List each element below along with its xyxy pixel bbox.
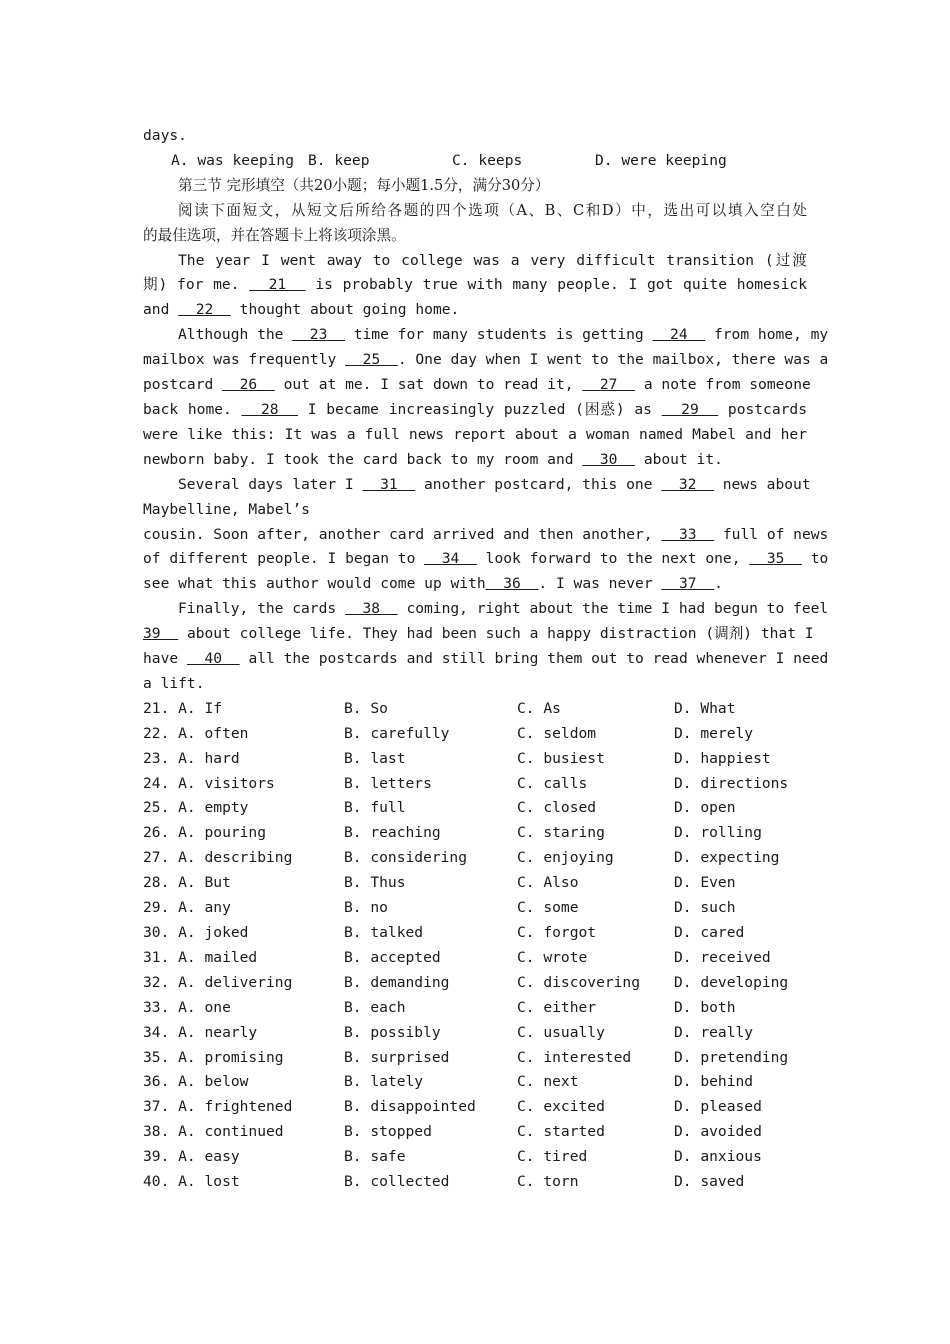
option-a: 35. A. promising <box>143 1048 284 1066</box>
option-c: C. interested <box>517 1048 632 1066</box>
option-b: B. stopped <box>344 1123 432 1141</box>
passage-text: about college life. They had been such a happy distraction (调剂) that I <box>178 625 814 643</box>
blank-32: 32 <box>661 475 714 493</box>
passage-text: of different people. I began to <box>143 550 425 568</box>
option-d: D. were keeping <box>595 151 727 169</box>
blank-29: 29 <box>661 400 719 418</box>
option-c: C. busiest <box>517 749 605 767</box>
question-40 <box>143 1170 807 1195</box>
blank-23: 23 <box>292 326 345 344</box>
option-b: B. demanding <box>344 973 450 991</box>
question-21 <box>143 697 807 722</box>
option-c: C. torn <box>517 1173 579 1191</box>
option-a: 34. A. nearly <box>143 1023 258 1041</box>
question-24 <box>143 772 807 797</box>
question-26 <box>143 821 807 846</box>
option-a: 37. A. frightened <box>143 1098 293 1116</box>
option-b: B. accepted <box>344 948 441 966</box>
option-b: B. keep <box>308 151 370 169</box>
passage-text: about it. <box>635 450 723 468</box>
option-a: 39. A. easy <box>143 1148 240 1166</box>
option-a: 30. A. joked <box>143 924 249 941</box>
passage-text: Finally, the cards <box>178 600 345 618</box>
option-c: C. either <box>517 998 597 1016</box>
option-c: C. discovering <box>517 973 641 991</box>
option-c: C. enjoying <box>517 849 614 867</box>
passage-text: another postcard, this one <box>415 475 662 493</box>
option-d: D. merely <box>674 724 754 742</box>
passage-text: and <box>143 301 179 319</box>
blank-39: 39 <box>143 625 179 643</box>
instructions-line-2: 的最佳选项，并在答题卡上将该项涂黑。 <box>143 226 406 244</box>
option-d: D. really <box>674 1023 754 1041</box>
passage-text: . <box>714 575 723 593</box>
previous-question-tail: days. <box>143 127 187 144</box>
blank-34: 34 <box>424 550 477 568</box>
question-36 <box>143 1070 807 1095</box>
option-c: C. some <box>517 899 579 917</box>
option-b: B. full <box>344 799 406 817</box>
passage-text: time for many students is getting <box>344 326 653 344</box>
passage-line <box>143 323 829 348</box>
option-b: B. disappointed <box>344 1098 476 1116</box>
passage-text: The year I went away to college was a very difficult transition (过渡 <box>178 251 807 269</box>
passage-text: 期) for me. <box>143 276 250 294</box>
option-c: C. Also <box>517 874 579 892</box>
option-b: B. So <box>344 699 388 717</box>
option-a: 32. A. delivering <box>143 973 293 991</box>
passage-line <box>143 398 807 423</box>
option-b: B. last <box>344 749 406 767</box>
option-a: 21. A. If <box>143 699 223 717</box>
passage-text: see what this author would come up with <box>143 575 486 593</box>
option-d: D. avoided <box>674 1123 762 1141</box>
option-a: 28. A. But <box>143 874 231 892</box>
option-d: D. such <box>674 899 736 917</box>
cloze-passage <box>143 249 829 697</box>
option-b: B. lately <box>344 1073 424 1091</box>
option-c: C. wrote <box>517 948 588 966</box>
section-title: 第三节 完形填空（共20小题；每小题1.5分，满分30分） <box>178 176 550 194</box>
passage-line <box>143 622 814 647</box>
passage-line <box>143 498 807 523</box>
passage-text: newborn baby. I took the card back to my room and <box>143 450 583 468</box>
option-b: B. possibly <box>344 1023 441 1041</box>
passage-line <box>143 523 829 548</box>
passage-text: from home, my <box>705 326 829 344</box>
passage-text: Maybelline, Mabel’s <box>143 500 310 518</box>
question-27 <box>143 846 807 871</box>
passage-text: Several days later I <box>178 475 363 493</box>
option-c: C. started <box>517 1123 605 1141</box>
passage-text: postcard <box>143 376 223 394</box>
option-d: D. Even <box>674 874 736 892</box>
passage-text: have <box>143 650 187 668</box>
option-b: B. carefully <box>344 724 450 742</box>
passage-text: a note from someone <box>635 376 811 394</box>
passage-text: postcards <box>718 400 807 418</box>
passage-line <box>143 273 807 298</box>
option-b: B. letters <box>344 774 432 792</box>
question-33 <box>143 996 807 1021</box>
option-a: 24. A. visitors <box>143 774 275 792</box>
blank-35: 35 <box>749 550 802 568</box>
blank-36: 36 <box>485 575 539 593</box>
passage-text: back home. <box>143 400 242 418</box>
passage-line <box>143 348 829 373</box>
option-c: C. tired <box>517 1148 588 1166</box>
question-30 <box>143 921 807 946</box>
option-a: 25. A. empty <box>143 799 249 817</box>
passage-text: to <box>801 550 829 568</box>
option-c: C. closed <box>517 799 597 817</box>
question-39 <box>143 1145 807 1170</box>
option-d: D. happiest <box>674 749 771 767</box>
option-a: 36. A. below <box>143 1073 249 1091</box>
blank-37: 37 <box>661 575 715 593</box>
blank-33: 33 <box>661 525 715 543</box>
option-c: C. seldom <box>517 724 597 742</box>
question-37 <box>143 1095 807 1120</box>
passage-text: were like this: It was a full news report about a woman named Mabel and her <box>143 425 807 443</box>
option-d: D. expecting <box>674 849 780 867</box>
passage-text: coming, right about the time I had begun to feel <box>397 600 829 618</box>
option-c: C. staring <box>517 824 605 842</box>
previous-question-options <box>143 149 807 174</box>
option-b: B. surprised <box>344 1048 450 1066</box>
option-b: B. no <box>344 899 388 917</box>
passage-text: news about <box>713 475 811 493</box>
blank-26: 26 <box>222 376 275 394</box>
option-d: D. pleased <box>674 1098 762 1116</box>
question-list <box>143 697 807 1195</box>
question-31 <box>143 946 807 971</box>
option-d: D. both <box>674 998 736 1016</box>
option-a: 26. A. pouring <box>143 824 267 842</box>
option-d: D. behind <box>674 1073 754 1091</box>
option-b: B. talked <box>344 924 424 941</box>
option-d: D. pretending <box>674 1048 789 1066</box>
passage-text: look forward to the next one, <box>476 550 750 568</box>
passage-line <box>143 298 807 323</box>
blank-22: 22 <box>178 301 231 319</box>
blank-27: 27 <box>582 376 636 394</box>
question-23 <box>143 747 807 772</box>
option-a: A. was keeping <box>171 151 295 169</box>
option-d: D. cared <box>674 924 745 941</box>
passage-line <box>143 249 807 274</box>
blank-24: 24 <box>652 326 706 344</box>
blank-38: 38 <box>344 600 398 618</box>
option-d: D. rolling <box>674 824 762 842</box>
question-34 <box>143 1021 807 1046</box>
passage-text: all the postcards and still bring them out to read whenever I need <box>239 650 829 668</box>
option-a: 22. A. often <box>143 724 249 742</box>
passage-text: I became increasingly puzzled (困惑) as <box>298 400 662 418</box>
passage-line <box>143 647 829 672</box>
passage-text: out at me. I sat down to read it, <box>274 376 583 394</box>
option-c: C. excited <box>517 1098 605 1116</box>
blank-25: 25 <box>345 351 398 369</box>
blank-21: 21 <box>249 276 306 294</box>
passage-line <box>143 473 811 498</box>
passage-text: full of news <box>714 525 829 543</box>
passage-text: Although the <box>178 326 293 344</box>
passage-line <box>143 373 811 398</box>
option-a: 33. A. one <box>143 998 231 1016</box>
option-a: 27. A. describing <box>143 849 293 867</box>
passage-text: thought about going home. <box>230 301 460 319</box>
question-29 <box>143 896 807 921</box>
passage-text: mailbox was frequently <box>143 351 346 369</box>
option-a: 40. A. lost <box>143 1173 240 1191</box>
exam-page <box>143 124 829 1195</box>
option-d: D. open <box>674 799 736 817</box>
option-c: C. usually <box>517 1023 605 1041</box>
option-b: B. each <box>344 998 406 1016</box>
question-22 <box>143 722 807 747</box>
option-b: B. safe <box>344 1148 406 1166</box>
option-d: D. received <box>674 948 771 966</box>
option-d: D. saved <box>674 1173 745 1191</box>
option-c: C. forgot <box>517 924 597 941</box>
question-32 <box>143 971 807 996</box>
passage-line <box>143 547 829 572</box>
passage-line <box>143 448 807 473</box>
option-b: B. reaching <box>344 824 441 842</box>
question-25 <box>143 796 807 821</box>
option-c: C. next <box>517 1073 579 1091</box>
option-a: 31. A. mailed <box>143 948 258 966</box>
blank-31: 31 <box>362 475 416 493</box>
instructions-line-1: 阅读下面短文，从短文后所给各题的四个选项（A、B、C和D）中，选出可以填入空白处 <box>178 201 807 219</box>
passage-text: a lift. <box>143 674 205 692</box>
passage-text: . I was never <box>538 575 662 593</box>
passage-line <box>143 597 829 622</box>
passage-line <box>143 423 807 448</box>
option-c: C. As <box>517 699 561 717</box>
option-b: B. collected <box>344 1173 450 1191</box>
blank-30: 30 <box>582 450 636 468</box>
option-d: D. directions <box>674 774 789 792</box>
option-a: 29. A. any <box>143 899 231 917</box>
question-38 <box>143 1120 807 1145</box>
passage-text: . One day when I went to the mailbox, there was a <box>397 351 829 369</box>
option-a: 23. A. hard <box>143 749 240 767</box>
option-d: D. developing <box>674 973 789 991</box>
blank-40: 40 <box>186 650 240 668</box>
option-d: D. What <box>674 699 736 717</box>
passage-line <box>143 672 807 697</box>
passage-text: cousin. Soon after, another card arrived and then another, <box>143 525 662 543</box>
option-c: C. calls <box>517 774 588 792</box>
question-35 <box>143 1046 807 1071</box>
question-28 <box>143 871 807 896</box>
option-b: B. Thus <box>344 874 406 892</box>
option-d: D. anxious <box>674 1148 762 1166</box>
blank-28: 28 <box>241 400 299 418</box>
option-b: B. considering <box>344 849 468 867</box>
option-c: C. keeps <box>452 151 523 169</box>
passage-line <box>143 572 807 597</box>
passage-text: is probably true with many people. I got quite homesick <box>305 276 807 294</box>
option-a: 38. A. continued <box>143 1123 284 1141</box>
